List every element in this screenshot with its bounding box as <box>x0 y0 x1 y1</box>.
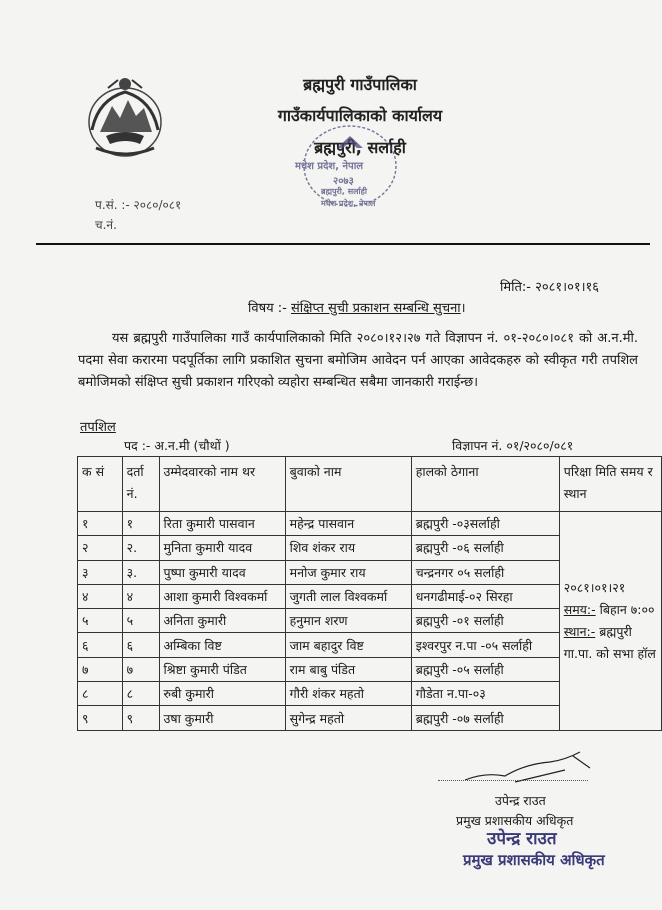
cell-serial: ४ <box>78 584 123 608</box>
cell-serial: ३ <box>78 560 123 584</box>
cell-father-name: मनोज कुमार राय <box>285 560 411 584</box>
cell-father-name: शिव शंकर राय <box>285 536 411 560</box>
cell-address: ब्रह्मपुरी -०५ सर्लाही <box>411 657 559 681</box>
subject-line <box>248 298 466 316</box>
notice-body: यस ब्रह्मपुरी गाउँपालिका गाउँ कार्यपालिकाको मिति २०८०।१२।२७ गते विज्ञापन नं. ०१-२०८०।०८१ को अ.न.मी. पदमा सेवा करारमा पदपूर्तिका लागि प्रकाशित सुचना बमोजिम आवेदन पर्न आएका आवेदकहरु को स्वीकृत गरी तपशिल बमोजिमको संक्षिप्त सुची प्रकाशन गरिएको व्यहोरा सम्बन्धित सबैमा जानकारी गराईन्छ। <box>78 331 638 390</box>
cell-address: इश्वरपुर न.पा -०५ सर्लाही <box>411 633 559 657</box>
cell-candidate-name: रुबी कुमारी <box>159 682 285 706</box>
cell-father-name: सुगेन्द्र महतो <box>285 706 411 730</box>
cell-reg-no: ८ <box>122 682 159 706</box>
cell-candidate-name: अनिता कुमारी <box>159 609 285 633</box>
exam-time-value: बिहान ७:०० <box>595 601 655 617</box>
advertisement-number: विज्ञापन नं. ०१/२०८०/०८१ <box>452 438 574 453</box>
cell-reg-no: ७ <box>122 657 159 681</box>
signature-line <box>438 780 588 781</box>
cell-address: धनगढीमाई-०२ सिरहा <box>411 584 559 608</box>
cell-candidate-name: श्रिष्टा कुमारी पंडित <box>159 657 285 681</box>
cell-address: ब्रह्मपुरी -०६ सर्लाही <box>411 536 559 560</box>
office-name: ब्रह्मपुरी गाउँपालिका <box>303 75 417 94</box>
exam-info-cell <box>559 512 661 731</box>
signature-icon <box>455 742 605 792</box>
cell-serial: १ <box>78 512 123 536</box>
cell-address: ब्रह्मपुरी -०७ सर्लाही <box>411 706 559 730</box>
cell-reg-no: ४ <box>122 584 159 608</box>
cell-serial: २ <box>78 536 123 560</box>
col-exam-info: परिक्षा मिति समय र स्थान <box>559 457 661 512</box>
office-seal-stamp <box>295 118 405 213</box>
cell-address: चन्द्रनगर ०५ सर्लाही <box>411 560 559 584</box>
subject-suffix: । <box>460 301 466 316</box>
cell-address: ब्रह्मपुरी -०३सर्लाही <box>411 512 559 536</box>
subject-text: संक्षिप्त सुची प्रकाशन सम्बन्धि सुचना <box>291 301 461 316</box>
office-address: ब्रह्मपुरी, सर्लाही <box>314 138 406 157</box>
signatory-stamp-name: उपेन्द्र राउत <box>487 829 557 849</box>
cell-serial: ९ <box>78 706 123 730</box>
exam-place-label: स्थान:- <box>563 623 596 639</box>
cell-reg-no: ९ <box>122 706 159 730</box>
cell-reg-no: २. <box>122 536 159 560</box>
exam-time <box>564 599 657 621</box>
seal-text-3: ब्रह्मपुरी, सर्लाही <box>321 187 367 196</box>
seal-text-1: मधेश प्रदेश, नेपाल <box>295 161 364 172</box>
cell-candidate-name: रिता कुमारी पासवान <box>159 512 285 536</box>
cell-candidate-name: आशा कुमारी विश्वकर्मा <box>159 584 285 608</box>
reference-number: प.सं. :- २०८०/०८१ <box>95 198 182 212</box>
cell-father-name: हनुमान शरण <box>285 609 411 633</box>
seal-text-4: मधेश प्रदेश, नेपाल <box>321 199 376 208</box>
details-heading: तपशिल <box>80 420 116 435</box>
col-address: हालको ठेगाना <box>411 457 559 512</box>
cell-serial: ६ <box>78 633 123 657</box>
exam-place-value: ब्रह्मपुरी गा.पा. को सभा हॉल <box>563 623 656 661</box>
cell-serial: ५ <box>78 609 123 633</box>
table-row <box>78 512 662 536</box>
header-divider <box>36 243 650 245</box>
cell-father-name: राम बाबु पंडित <box>285 657 411 681</box>
cell-father-name: जाम बहादुर विष्ट <box>285 633 411 657</box>
cell-address: गौडेता न.पा-०३ <box>411 682 559 706</box>
cell-candidate-name: अम्बिका विष्ट <box>159 633 285 657</box>
cell-serial: ७ <box>78 657 123 681</box>
letter-date: मिति:- २०८१।०१।१६ <box>500 280 600 295</box>
cell-reg-no: ५ <box>122 609 159 633</box>
nepal-emblem-icon <box>78 70 173 165</box>
cell-address: ब्रह्मपुरी -०१ सर्लाही <box>411 609 559 633</box>
exam-date: २०८१।०१।२१ <box>563 579 626 595</box>
seal-text-2: २०७३ <box>333 176 354 187</box>
signatory-title: प्रमुख प्रशासकीय अधिकृत <box>456 813 574 828</box>
office-subtitle: गाउँकार्यपालिकाको कार्यालय <box>277 106 443 125</box>
cell-reg-no: ६ <box>122 633 159 657</box>
subject-prefix: विषय :- <box>248 301 291 316</box>
exam-time-label: समय:- <box>563 601 596 617</box>
col-serial: क सं <box>78 457 123 512</box>
cell-reg-no: ३. <box>122 560 159 584</box>
cell-serial: ८ <box>78 682 123 706</box>
signatory-stamp-title: प्रमुख प्रशासकीय अधिकृत <box>463 851 605 869</box>
cell-father-name: महेन्द्र पासवान <box>285 512 411 536</box>
cell-candidate-name: मुनिता कुमारी यादव <box>159 536 285 560</box>
cell-father-name: गौरी शंकर महतो <box>285 682 411 706</box>
col-candidate-name: उम्मेदवारको नाम थर <box>159 457 285 512</box>
signatory-name: उपेन्द्र राउत <box>495 793 546 808</box>
col-reg-no: दर्ता नं. <box>122 457 159 512</box>
cell-candidate-name: उषा कुमारी <box>159 706 285 730</box>
cell-father-name: जुगती लाल विश्वकर्मा <box>285 584 411 608</box>
dispatch-number: च.नं. <box>95 218 117 232</box>
cell-reg-no: १ <box>122 512 159 536</box>
table-header-row <box>78 457 662 512</box>
shortlist-table <box>77 456 662 731</box>
post-title: पद :- अ.न.मी (चौथों ) <box>124 438 230 453</box>
exam-place <box>564 621 657 665</box>
cell-candidate-name: पुष्पा कुमारी यादव <box>159 560 285 584</box>
col-father-name: बुवाको नाम <box>285 457 411 512</box>
